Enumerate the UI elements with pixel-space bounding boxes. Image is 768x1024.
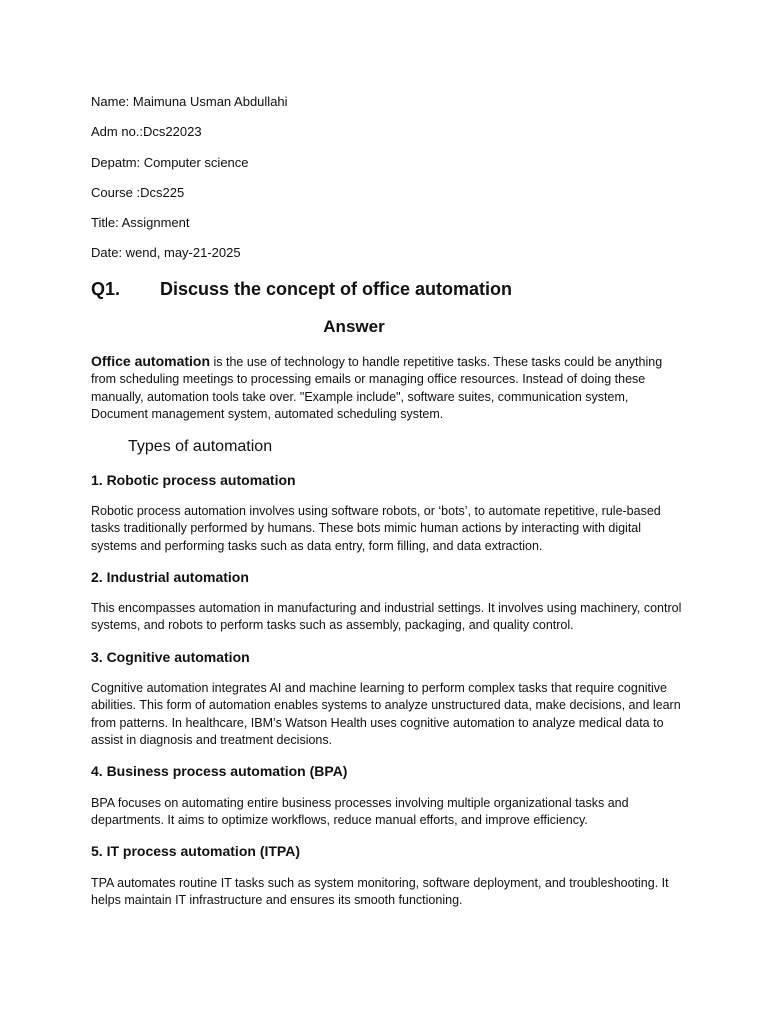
section-heading-bpa: 4. Business process automation (BPA)	[91, 763, 348, 779]
section-body-cognitive: Cognitive automation integrates AI and machine learning to perform complex tasks that require cognitive abilities. This form of automation enables systems to analyze unstructured data, make decisions, and learn from patterns. In healthcare, IBM’s Watson Health uses cognitive automation to analyze medical data to assist in diagnosis and treatment decisions.	[91, 681, 681, 747]
section-heading-itpa: 5. IT process automation (ITPA)	[91, 843, 300, 859]
question-heading	[91, 278, 512, 300]
section-heading-cognitive: 3. Cognitive automation	[91, 649, 250, 665]
intro-lead-term: Office automation	[91, 353, 211, 369]
question-number: Q1.	[91, 279, 121, 299]
student-name: Name: Maimuna Usman Abdullahi	[91, 94, 288, 109]
department: Depatm: Computer science	[91, 155, 249, 170]
answer-heading: Answer	[323, 317, 385, 336]
intro-body: is the use of technology to handle repetitive tasks. These tasks could be anything from scheduling meetings to processing emails or managing office resources. Instead of doing these manually, automation tools take over. "Example include", software suites, communication system, Document management system, automated scheduling system.	[91, 355, 663, 421]
question-text: Discuss the concept of office automation	[160, 279, 513, 299]
document-title: Title: Assignment	[91, 215, 190, 230]
section-body-itpa: TPA automates routine IT tasks such as system monitoring, software deployment, and troubleshooting. It helps maintain IT infrastructure and ensures its smooth functioning.	[91, 876, 669, 908]
document-date: Date: wend, may-21-2025	[91, 245, 241, 260]
types-heading: Types of automation	[128, 438, 273, 455]
admission-number: Adm no.:Dcs22023	[91, 124, 202, 139]
section-body-rpa: Robotic process automation involves using software robots, or ‘bots’, to automate repetitive, rule-based tasks traditionally performed by humans. These bots mimic human actions by interacting with digital systems and performing tasks such as data entry, form filling, and data extraction.	[91, 504, 661, 553]
section-body-bpa: BPA focuses on automating entire business processes involving multiple organizational tasks and departments. It aims to optimize workflows, reduce manual efforts, and improve efficiency.	[91, 796, 629, 828]
section-heading-industrial: 2. Industrial automation	[91, 569, 249, 585]
section-body-industrial: This encompasses automation in manufacturing and industrial settings. It involves using machinery, control systems, and robots to perform tasks such as assembly, packaging, and quality control.	[91, 601, 682, 633]
section-heading-rpa: 1. Robotic process automation	[91, 472, 296, 488]
course-code: Course :Dcs225	[91, 185, 185, 200]
intro-paragraph	[91, 353, 683, 423]
